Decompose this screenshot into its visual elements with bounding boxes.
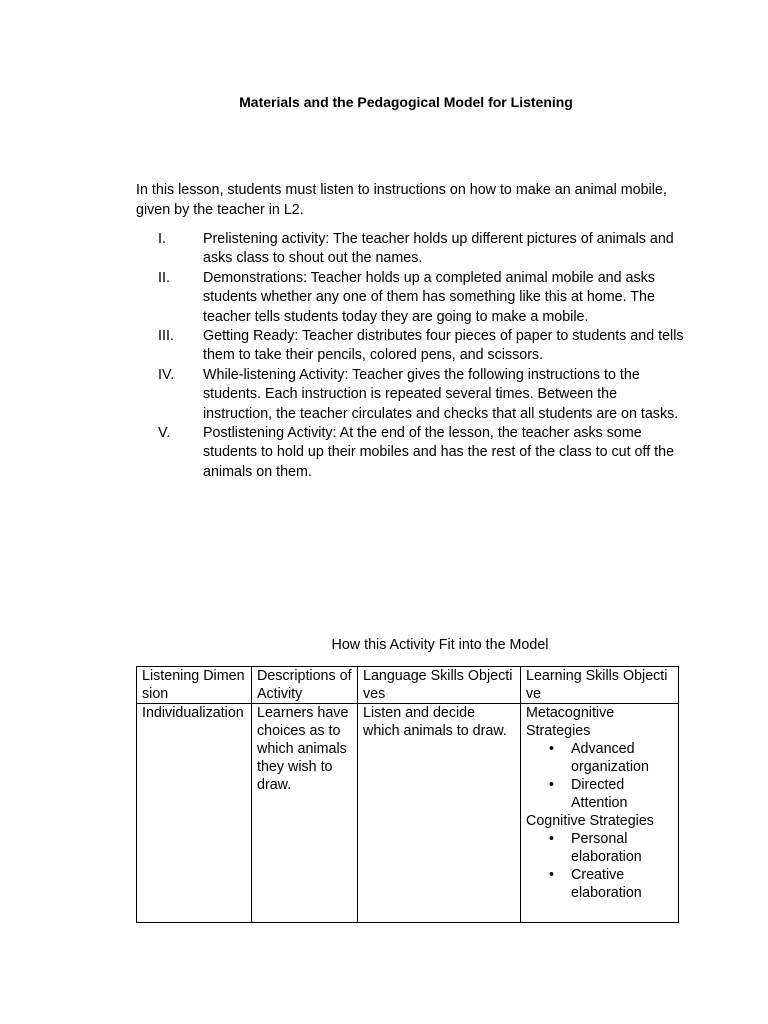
list-item [158, 327, 688, 366]
document-title: Materials and the Pedagogical Model for Listening [239, 94, 573, 110]
list-item-text: Getting Ready: Teacher distributes four pieces of paper to students and tells them to take their pencils, colored pens, and scissors. [203, 328, 684, 364]
table-caption: How this Activity Fit into the Model [331, 637, 549, 653]
list-item-text: While-listening Activity: Teacher gives the following instructions to the students. Each instruction is repeated several times. Between the instruction, the teacher circulates and checks that all students are on tasks. [203, 366, 679, 422]
list-item: • Advanced organization [526, 740, 673, 776]
activity-steps-list [158, 230, 688, 482]
metacognitive-label: Metacognitive Strategies [526, 705, 615, 739]
list-item [158, 366, 688, 424]
list-item [158, 424, 688, 482]
header-language-skills-objectives: Language Skills Objectives [358, 667, 521, 704]
cell-language-objective: Listen and decide which animals to draw. [358, 704, 521, 923]
list-item-number: IV. [158, 366, 175, 383]
list-item: • Directed Attention [526, 776, 673, 812]
header-learning-skills-objective: Learning Skills Objective [521, 667, 679, 704]
list-item [158, 230, 688, 269]
table-header-row [137, 667, 679, 704]
cognitive-list [526, 830, 673, 902]
cell-dimension: Individualization [137, 704, 252, 923]
intro-paragraph: In this lesson, students must listen to instructions on how to make an animal mobile, given by the teacher in L2. [136, 182, 667, 218]
list-item-number: I. [158, 231, 166, 247]
metacognitive-list [526, 740, 673, 812]
list-item: • Creative elaboration [526, 866, 673, 902]
cell-learning-objective [521, 704, 679, 923]
list-item-text: Prelistening activity: The teacher holds up different pictures of animals and asks class to shout out the names. [203, 231, 674, 267]
list-item-number: II. [158, 269, 170, 286]
list-item-text: Postlistening Activity: At the end of the lesson, the teacher asks some students to hold up their mobiles and has the rest of the class to cut off the animals on them. [203, 425, 675, 480]
model-fit-table [136, 666, 679, 923]
list-item: • Personal elaboration [526, 830, 673, 866]
header-listening-dimension: Listening Dimension [137, 667, 252, 704]
table-row [137, 704, 679, 923]
header-descriptions-of-activity: Descriptions of Activity [252, 667, 358, 704]
list-item-text: Demonstrations: Teacher holds up a completed animal mobile and asks students whether any one of them has something like this at home. The teacher tells students today they are going to make a mobile. [203, 269, 655, 325]
list-item [158, 269, 688, 327]
cell-description: Learners have choices as to which animals they wish to draw. [252, 704, 358, 923]
list-item-number: V. [158, 425, 171, 442]
cognitive-label: Cognitive Strategies [526, 813, 654, 829]
list-item-number: III. [158, 328, 174, 345]
